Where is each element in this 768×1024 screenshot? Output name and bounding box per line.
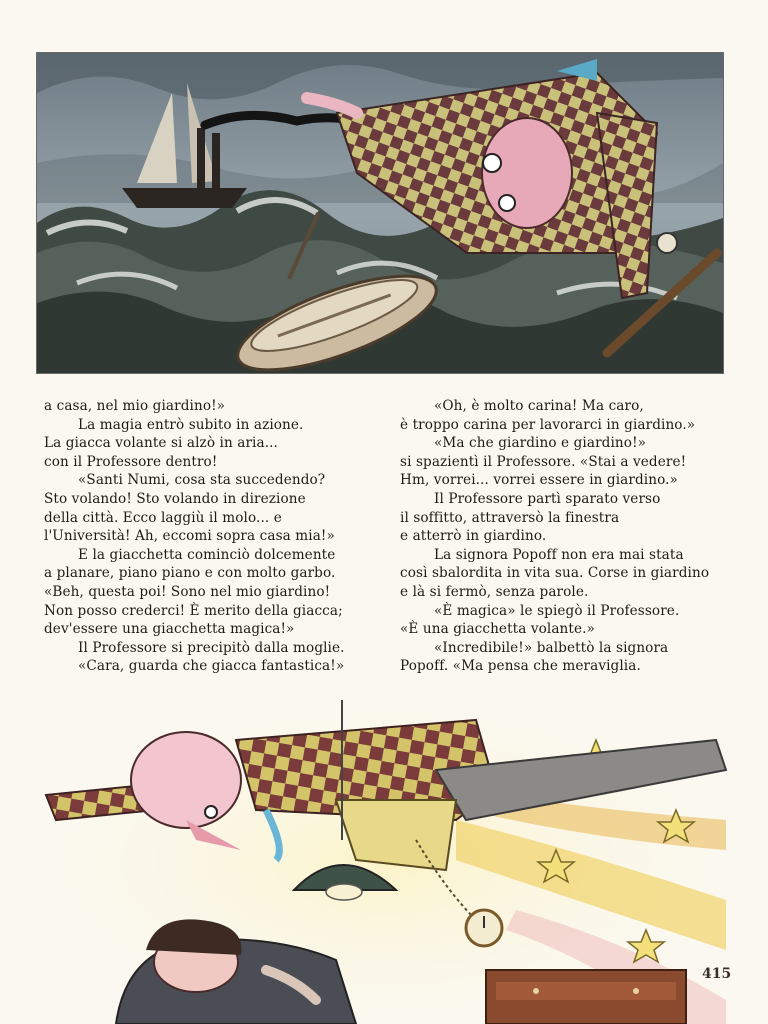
bottom-flight-illustration: [36, 700, 736, 1024]
text-line: Sto volando! Sto volando in direzione: [44, 490, 306, 507]
flight-scene-drawing: [36, 700, 736, 1024]
text-line: «Beh, questa poi! Sono nel mio giardino!: [44, 583, 331, 600]
text-line: con il Professore dentro!: [44, 453, 218, 470]
text-line: «Santi Numi, cosa sta succedendo?: [78, 472, 326, 489]
text-line: «È magica» le spiegò il Professore.: [434, 602, 680, 619]
text-line: La signora Popoff non era mai stata: [434, 546, 684, 563]
top-sea-illustration: [36, 52, 724, 374]
text-line: così sbalordita in vita sua. Corse in giardino: [400, 565, 710, 582]
text-line: a planare, piano piano e con molto garbo.: [44, 565, 336, 582]
text-line: si spazientì il Professore. «Stai a vedere!: [400, 453, 687, 470]
text-line: La magia entrò subito in azione.: [78, 416, 304, 433]
text-line: della città. Ecco laggiù il molo... e: [44, 509, 282, 526]
text-line: e là si fermò, senza parole.: [400, 583, 589, 600]
text-line: Hm, vorrei... vorrei essere in giardino.»: [400, 472, 678, 489]
text-line: Il Professore si precipitò dalla moglie.: [78, 639, 345, 656]
text-line: e atterrò in giardino.: [400, 528, 547, 545]
text-line: «Ma che giardino e giardino!»: [434, 435, 647, 452]
text-line: «Oh, è molto carina! Ma caro,: [434, 398, 644, 414]
text-line: «Cara, guarda che giacca fantastica!»: [78, 658, 345, 675]
text-line: «Incredibile!» balbettò la signora: [434, 639, 669, 656]
text-line: dev'essere una giacchetta magica!»: [44, 621, 295, 638]
dresser-icon: [486, 970, 686, 1024]
text-line: Non posso crederci! È merito della giacca;: [44, 602, 343, 619]
page-number: 415: [702, 966, 732, 982]
text-line: Popoff. «Ma pensa che meraviglia.: [400, 658, 641, 675]
right-column: [400, 397, 735, 676]
text-line: La giacca volante si alzò in aria...: [44, 435, 278, 452]
text-line: il soffitto, attraversò la finestra: [400, 509, 620, 526]
text-line: è troppo carina per lavorarci in giardino.»: [400, 416, 696, 433]
text-line: E la giacchetta cominciò dolcemente: [78, 546, 336, 563]
sea-scene-drawing: [37, 53, 723, 373]
left-column: [44, 397, 379, 676]
story-text: [44, 397, 734, 682]
text-line: «È una giacchetta volante.»: [400, 621, 595, 638]
text-line: Il Professore partì sparato verso: [434, 490, 661, 507]
text-line: l'Università! Ah, eccomi sopra casa mia!»: [44, 528, 335, 545]
text-line: a casa, nel mio giardino!»: [44, 398, 226, 414]
